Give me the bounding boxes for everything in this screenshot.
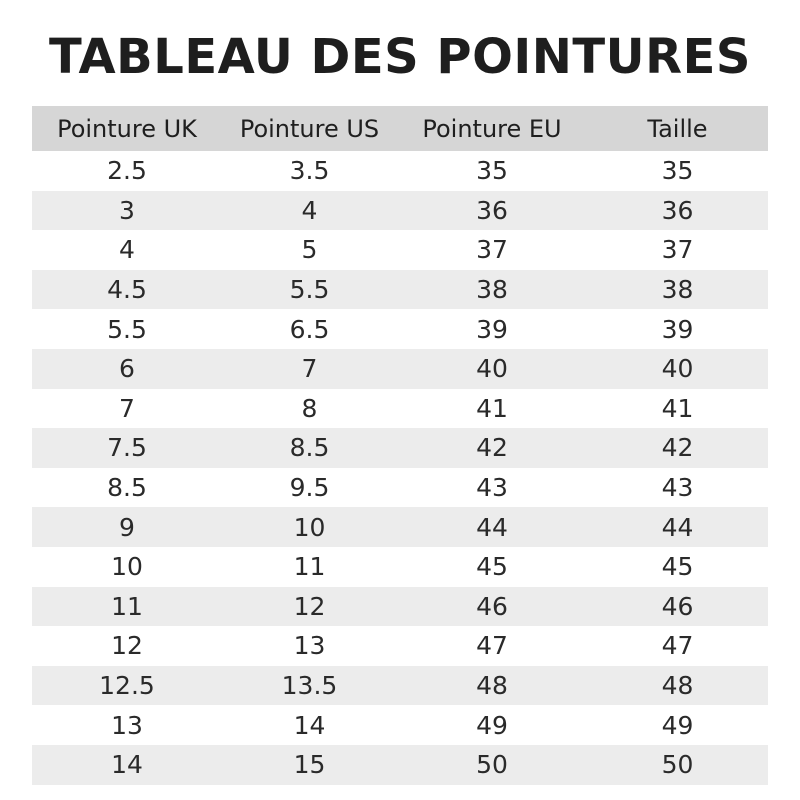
cell-size: 38 [587,270,768,310]
cell-eu-size: 47 [397,626,587,666]
cell-us-size: 6.5 [222,309,397,349]
table-row [32,666,768,706]
table-header [32,106,768,151]
cell-size: 37 [587,230,768,270]
table-row [32,547,768,587]
cell-us-size: 10 [222,507,397,547]
table-row [32,507,768,547]
cell-uk-size: 12.5 [32,666,222,706]
cell-size: 45 [587,547,768,587]
cell-size: 49 [587,705,768,745]
table-row [32,745,768,785]
cell-eu-size: 36 [397,191,587,231]
cell-us-size: 8 [222,389,397,429]
table-row [32,230,768,270]
cell-eu-size: 35 [397,151,587,191]
cell-uk-size: 2.5 [32,151,222,191]
table-row [32,151,768,191]
cell-us-size: 8.5 [222,428,397,468]
cell-eu-size: 50 [397,745,587,785]
cell-us-size: 5.5 [222,270,397,310]
cell-us-size: 12 [222,587,397,627]
cell-eu-size: 46 [397,587,587,627]
cell-size: 40 [587,349,768,389]
cell-eu-size: 41 [397,389,587,429]
header-uk-size: Pointure UK [32,106,222,151]
cell-us-size: 4 [222,191,397,231]
cell-us-size: 13 [222,626,397,666]
cell-size: 35 [587,151,768,191]
cell-uk-size: 3 [32,191,222,231]
table-row [32,389,768,429]
cell-size: 47 [587,626,768,666]
table-row [32,309,768,349]
cell-us-size: 11 [222,547,397,587]
cell-eu-size: 37 [397,230,587,270]
header-eu-size: Pointure EU [397,106,587,151]
cell-size: 48 [587,666,768,706]
cell-eu-size: 40 [397,349,587,389]
cell-uk-size: 8.5 [32,468,222,508]
cell-size: 39 [587,309,768,349]
cell-us-size: 3.5 [222,151,397,191]
cell-us-size: 14 [222,705,397,745]
cell-size: 43 [587,468,768,508]
cell-size: 44 [587,507,768,547]
table-row [32,349,768,389]
table-row [32,468,768,508]
cell-size: 46 [587,587,768,627]
cell-eu-size: 43 [397,468,587,508]
table-body [32,151,768,785]
cell-uk-size: 11 [32,587,222,627]
cell-us-size: 7 [222,349,397,389]
cell-uk-size: 7 [32,389,222,429]
cell-uk-size: 14 [32,745,222,785]
cell-eu-size: 42 [397,428,587,468]
page-title: TABLEAU DES POINTURES [49,29,751,85]
header-us-size: Pointure US [222,106,397,151]
cell-eu-size: 49 [397,705,587,745]
cell-size: 42 [587,428,768,468]
table-row [32,191,768,231]
cell-eu-size: 45 [397,547,587,587]
cell-uk-size: 7.5 [32,428,222,468]
cell-size: 41 [587,389,768,429]
header-size: Taille [587,106,768,151]
table-row [32,270,768,310]
cell-eu-size: 38 [397,270,587,310]
cell-us-size: 15 [222,745,397,785]
cell-us-size: 13.5 [222,666,397,706]
table-row [32,587,768,627]
cell-uk-size: 6 [32,349,222,389]
cell-uk-size: 12 [32,626,222,666]
cell-uk-size: 10 [32,547,222,587]
size-chart-table [32,106,768,785]
cell-eu-size: 44 [397,507,587,547]
cell-us-size: 9.5 [222,468,397,508]
cell-uk-size: 4 [32,230,222,270]
cell-eu-size: 39 [397,309,587,349]
cell-uk-size: 5.5 [32,309,222,349]
cell-uk-size: 9 [32,507,222,547]
header-row [32,106,768,151]
table-row [32,705,768,745]
cell-size: 36 [587,191,768,231]
cell-uk-size: 4.5 [32,270,222,310]
table-row [32,626,768,666]
table-row [32,428,768,468]
cell-uk-size: 13 [32,705,222,745]
cell-size: 50 [587,745,768,785]
cell-us-size: 5 [222,230,397,270]
cell-eu-size: 48 [397,666,587,706]
